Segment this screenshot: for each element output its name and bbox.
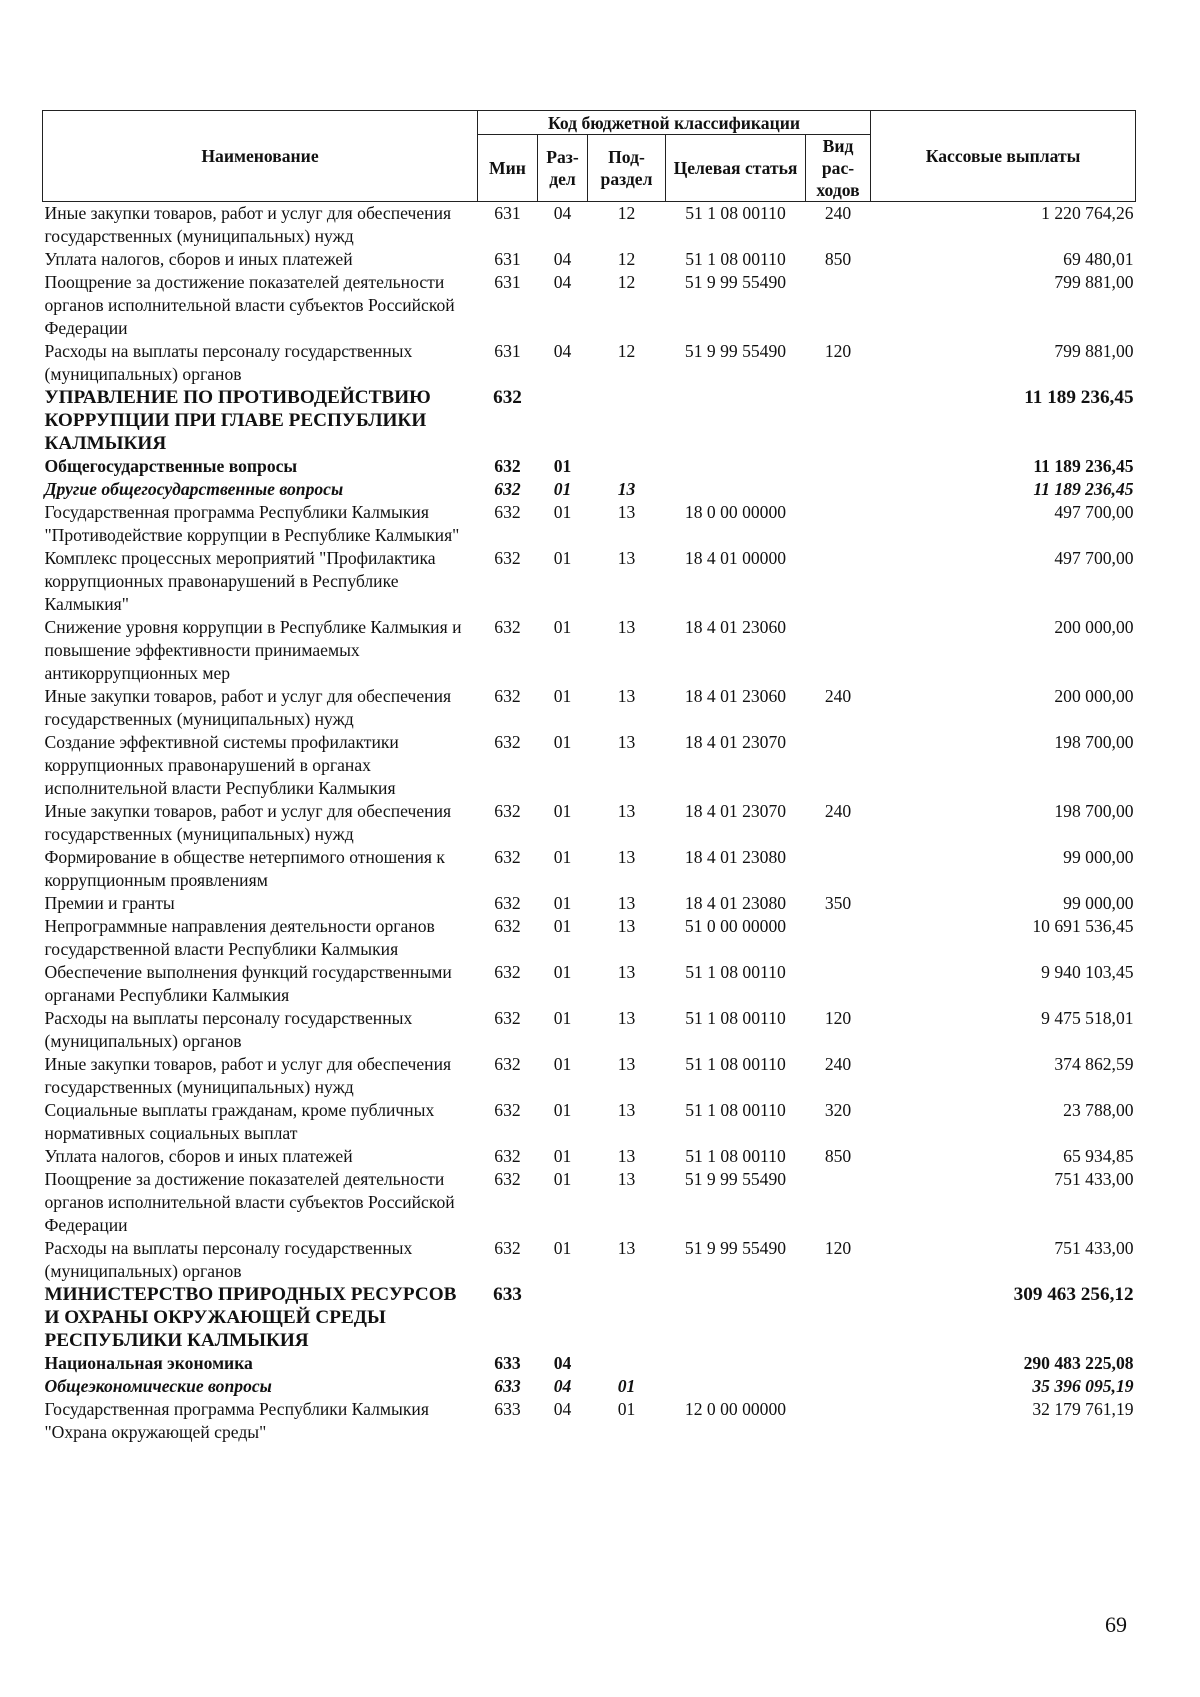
cell-min: 632 [494, 916, 521, 936]
cell-razdel: 01 [553, 1169, 572, 1189]
table-row [43, 478, 1136, 501]
cell-name: Иные закупки товаров, работ и услуг для обеспечения государственных (муниципальных) нужд [44, 686, 452, 729]
cell-name: Иные закупки товаров, работ и услуг для обеспечения государственных (муниципальных) нужд [44, 203, 452, 246]
cell-amount: 198 700,00 [1054, 801, 1134, 821]
cell-podrazdel: 13 [617, 962, 636, 982]
table-row [43, 202, 1136, 249]
header-vid: Вид рас-ходов [806, 135, 871, 202]
cell-min: 632 [494, 479, 521, 499]
cell-min: 633 [494, 1353, 521, 1373]
header-code-group: Код бюджетной классификации [478, 111, 871, 135]
cell-tselevaya [666, 1375, 806, 1398]
cell-amount: 35 396 095,19 [1032, 1376, 1134, 1396]
table-row [43, 455, 1136, 478]
cell-min: 632 [494, 1100, 521, 1120]
cell-razdel: 01 [553, 1008, 572, 1028]
cell-min: 632 [494, 962, 521, 982]
cell-name: Общеэкономические вопросы [44, 1376, 272, 1396]
cell-name: Социальные выплаты гражданам, кроме публичных нормативных социальных выплат [44, 1100, 435, 1143]
table-row [43, 1168, 1136, 1237]
cell-min: 632 [494, 686, 521, 706]
cell-min: 631 [494, 272, 521, 292]
cell-name: Другие общегосударственные вопросы [44, 479, 344, 499]
table-row [43, 616, 1136, 685]
cell-amount: 200 000,00 [1054, 686, 1134, 706]
cell-min: 632 [493, 387, 522, 408]
table-row [43, 685, 1136, 731]
cell-amount: 32 179 761,19 [1032, 1399, 1134, 1419]
cell-min: 632 [494, 456, 521, 476]
cell-podrazdel: 12 [617, 341, 636, 361]
cell-amount: 11 189 236,45 [1033, 456, 1134, 476]
cell-min: 633 [494, 1399, 521, 1419]
cell-name: Уплата налогов, сборов и иных платежей [44, 249, 353, 269]
cell-tselevaya: 51 1 08 00110 [685, 1008, 786, 1028]
cell-razdel: 04 [553, 272, 572, 292]
table-row [43, 386, 1136, 455]
cell-name: Расходы на выплаты персоналу государственных (муниципальных) органов [44, 341, 413, 384]
cell-razdel: 01 [553, 847, 572, 867]
cell-min: 631 [494, 249, 521, 269]
cell-podrazdel: 13 [617, 502, 636, 522]
cell-vid [806, 846, 871, 892]
cell-podrazdel: 12 [617, 249, 636, 269]
cell-vid: 240 [824, 686, 852, 706]
cell-podrazdel: 13 [617, 801, 636, 821]
cell-vid: 240 [824, 1054, 852, 1074]
cell-tselevaya: 18 4 01 23060 [684, 617, 787, 637]
cell-min: 632 [494, 617, 521, 637]
header-amount: Кассовые выплаты [871, 111, 1136, 202]
table-header [43, 111, 1136, 202]
cell-vid [806, 547, 871, 616]
cell-vid: 120 [824, 1238, 852, 1258]
cell-podrazdel: 13 [617, 1054, 636, 1074]
cell-vid [806, 1283, 871, 1352]
table-row [43, 1398, 1136, 1444]
cell-tselevaya: 18 4 01 23060 [684, 686, 787, 706]
cell-name: МИНИСТЕРСТВО ПРИРОДНЫХ РЕСУРСОВ И ОХРАНЫ ОКРУЖАЮЩЕЙ СРЕДЫ РЕСПУБЛИКИ КАЛМЫКИЯ [44, 1284, 457, 1351]
cell-name: Расходы на выплаты персоналу государственных (муниципальных) органов [44, 1008, 413, 1051]
table-row [43, 1007, 1136, 1053]
cell-razdel: 01 [553, 801, 572, 821]
table-row [43, 731, 1136, 800]
cell-vid: 120 [824, 341, 852, 361]
cell-amount: 497 700,00 [1054, 548, 1134, 568]
header-tselevaya: Целевая статья [666, 135, 806, 202]
cell-name: Снижение уровня коррупции в Республике Калмыкия и повышение эффективности принимаемых антикоррупционных мер [44, 617, 462, 683]
table-row [43, 1352, 1136, 1375]
table-row [43, 846, 1136, 892]
cell-vid [806, 501, 871, 547]
cell-razdel: 01 [553, 686, 572, 706]
cell-razdel: 01 [553, 479, 572, 499]
cell-vid [806, 915, 871, 961]
cell-amount: 751 433,00 [1054, 1169, 1134, 1189]
cell-min: 633 [494, 1376, 521, 1396]
cell-vid [806, 616, 871, 685]
table-row [43, 501, 1136, 547]
cell-amount: 290 483 225,08 [1023, 1353, 1134, 1373]
cell-amount: 11 189 236,45 [1024, 387, 1134, 408]
cell-min: 632 [494, 732, 521, 752]
cell-vid [806, 386, 871, 455]
cell-vid [806, 1168, 871, 1237]
cell-min: 632 [494, 548, 521, 568]
cell-amount: 9 940 103,45 [1041, 962, 1134, 982]
cell-tselevaya [666, 478, 806, 501]
table-row [43, 1237, 1136, 1283]
cell-name: Иные закупки товаров, работ и услуг для обеспечения государственных (муниципальных) нужд [44, 801, 452, 844]
cell-name: Создание эффективной системы профилактики коррупционных правонарушений в органах исполнительной власти Республики Калмыкия [44, 732, 399, 798]
cell-tselevaya [666, 386, 806, 455]
cell-name: Иные закупки товаров, работ и услуг для обеспечения государственных (муниципальных) нужд [44, 1054, 452, 1097]
cell-amount: 99 000,00 [1063, 893, 1134, 913]
cell-name: Государственная программа Республики Калмыкия "Противодействие коррупции в Республике Калмыкия" [44, 502, 460, 545]
cell-name: Поощрение за достижение показателей деятельности органов исполнительной власти субъектов Российской Федерации [44, 272, 455, 338]
cell-tselevaya: 51 1 08 00110 [685, 962, 786, 982]
cell-min: 632 [494, 1054, 521, 1074]
cell-amount: 497 700,00 [1054, 502, 1134, 522]
cell-vid: 850 [824, 1146, 852, 1166]
cell-tselevaya: 51 9 99 55490 [684, 341, 787, 361]
cell-podrazdel: 13 [617, 893, 636, 913]
cell-razdel [538, 1283, 588, 1352]
cell-vid [806, 731, 871, 800]
cell-vid [806, 1375, 871, 1398]
cell-razdel: 01 [553, 1100, 572, 1120]
header-min: Мин [478, 135, 538, 202]
cell-min: 631 [494, 341, 521, 361]
cell-tselevaya: 51 1 08 00110 [685, 1146, 786, 1166]
header-podrazdel: Под-раздел [588, 135, 666, 202]
cell-min: 633 [493, 1284, 522, 1305]
cell-podrazdel: 13 [617, 686, 636, 706]
cell-vid [806, 961, 871, 1007]
cell-razdel: 01 [553, 916, 572, 936]
cell-tselevaya [666, 1352, 806, 1375]
cell-podrazdel: 01 [617, 1399, 636, 1419]
cell-podrazdel: 13 [617, 1008, 636, 1028]
table-row [43, 547, 1136, 616]
cell-tselevaya [666, 1283, 806, 1352]
cell-amount: 799 881,00 [1054, 341, 1134, 361]
cell-podrazdel: 12 [617, 272, 636, 292]
cell-podrazdel: 13 [617, 617, 636, 637]
cell-podrazdel: 13 [617, 732, 636, 752]
cell-razdel: 04 [553, 1399, 572, 1419]
cell-amount: 751 433,00 [1054, 1238, 1134, 1258]
cell-podrazdel: 13 [617, 847, 636, 867]
cell-razdel: 04 [553, 1353, 572, 1373]
cell-min: 632 [494, 893, 521, 913]
cell-razdel: 01 [553, 1146, 572, 1166]
cell-min: 632 [494, 801, 521, 821]
cell-podrazdel [588, 386, 666, 455]
cell-amount: 200 000,00 [1054, 617, 1134, 637]
cell-razdel: 01 [553, 962, 572, 982]
cell-vid [806, 1398, 871, 1444]
cell-vid: 850 [824, 249, 852, 269]
table-row [43, 1053, 1136, 1099]
cell-min: 632 [494, 1238, 521, 1258]
table-row [43, 1145, 1136, 1168]
cell-name: Расходы на выплаты персоналу государственных (муниципальных) органов [44, 1238, 413, 1281]
cell-min: 632 [494, 1169, 521, 1189]
cell-amount: 9 475 518,01 [1041, 1008, 1134, 1028]
table-row [43, 892, 1136, 915]
cell-podrazdel: 13 [617, 548, 636, 568]
cell-amount: 1 220 764,26 [1041, 203, 1134, 223]
cell-amount: 99 000,00 [1063, 847, 1134, 867]
table-row [43, 1099, 1136, 1145]
cell-podrazdel: 01 [617, 1376, 636, 1396]
cell-vid [806, 271, 871, 340]
cell-tselevaya: 18 0 00 00000 [684, 502, 787, 522]
cell-tselevaya: 18 4 01 00000 [684, 548, 787, 568]
cell-name: Непрограммные направления деятельности органов государственной власти Республики Калмыкия [44, 916, 435, 959]
cell-tselevaya: 18 4 01 23080 [684, 847, 787, 867]
cell-name: Государственная программа Республики Калмыкия "Охрана окружающей среды" [44, 1399, 429, 1442]
table-row [43, 1283, 1136, 1352]
cell-tselevaya: 51 9 99 55490 [684, 1169, 787, 1189]
cell-tselevaya: 51 1 08 00110 [685, 1100, 786, 1120]
cell-podrazdel: 13 [617, 1238, 636, 1258]
cell-razdel: 01 [553, 893, 572, 913]
cell-amount: 374 862,59 [1054, 1054, 1134, 1074]
cell-tselevaya: 51 1 08 00110 [685, 203, 786, 223]
table-row [43, 800, 1136, 846]
cell-name: Премии и гранты [44, 893, 175, 913]
cell-name: Комплекс процессных мероприятий "Профилактика коррупционных правонарушений в Республике Калмыкия" [44, 548, 436, 614]
cell-podrazdel [588, 455, 666, 478]
table-row [43, 271, 1136, 340]
cell-podrazdel [588, 1352, 666, 1375]
cell-min: 632 [494, 502, 521, 522]
cell-vid [806, 455, 871, 478]
cell-vid: 350 [824, 893, 852, 913]
cell-razdel [538, 386, 588, 455]
cell-vid: 320 [824, 1100, 852, 1120]
cell-razdel: 04 [553, 249, 572, 269]
cell-podrazdel: 13 [617, 479, 636, 499]
cell-razdel: 04 [553, 1376, 572, 1396]
cell-tselevaya: 51 9 99 55490 [684, 272, 787, 292]
cell-razdel: 01 [553, 1054, 572, 1074]
cell-razdel: 01 [553, 732, 572, 752]
cell-podrazdel: 12 [617, 203, 636, 223]
table-row [43, 961, 1136, 1007]
cell-tselevaya: 51 0 00 00000 [684, 916, 787, 936]
cell-min: 631 [494, 203, 521, 223]
table-row [43, 915, 1136, 961]
cell-razdel: 01 [553, 617, 572, 637]
cell-tselevaya: 51 9 99 55490 [684, 1238, 787, 1258]
cell-tselevaya: 51 1 08 00110 [685, 1054, 786, 1074]
cell-min: 632 [494, 1146, 521, 1166]
cell-razdel: 01 [553, 456, 572, 476]
cell-tselevaya: 18 4 01 23070 [684, 801, 787, 821]
page-number: 69 [1105, 1612, 1127, 1637]
cell-name: УПРАВЛЕНИЕ ПО ПРОТИВОДЕЙСТВИЮ КОРРУПЦИИ ПРИ ГЛАВЕ РЕСПУБЛИКИ КАЛМЫКИЯ [44, 387, 431, 454]
table-row [43, 340, 1136, 386]
cell-razdel: 04 [553, 203, 572, 223]
cell-podrazdel: 13 [617, 1100, 636, 1120]
cell-tselevaya: 18 4 01 23080 [684, 893, 787, 913]
cell-razdel: 01 [553, 1238, 572, 1258]
cell-name: Общегосударственные вопросы [44, 456, 298, 476]
table-row [43, 248, 1136, 271]
table-row [43, 1375, 1136, 1398]
cell-tselevaya: 18 4 01 23070 [684, 732, 787, 752]
cell-name: Поощрение за достижение показателей деятельности органов исполнительной власти субъектов Российской Федерации [44, 1169, 455, 1235]
cell-amount: 65 934,85 [1063, 1146, 1134, 1166]
cell-amount: 23 788,00 [1063, 1100, 1134, 1120]
cell-podrazdel: 13 [617, 1169, 636, 1189]
budget-table [42, 110, 1136, 1444]
cell-vid [806, 478, 871, 501]
header-name: Наименование [43, 111, 478, 202]
cell-vid: 240 [824, 801, 852, 821]
cell-amount: 11 189 236,45 [1033, 479, 1134, 499]
cell-vid [806, 1352, 871, 1375]
cell-min: 632 [494, 847, 521, 867]
cell-vid: 120 [824, 1008, 852, 1028]
cell-amount: 309 463 256,12 [1013, 1284, 1134, 1305]
cell-vid: 240 [824, 203, 852, 223]
cell-razdel: 01 [553, 548, 572, 568]
cell-name: Формирование в обществе нетерпимого отношения к коррупционным проявлениям [44, 847, 445, 890]
cell-amount: 10 691 536,45 [1032, 916, 1134, 936]
cell-tselevaya [666, 455, 806, 478]
cell-tselevaya: 12 0 00 00000 [684, 1399, 787, 1419]
cell-razdel: 01 [553, 502, 572, 522]
header-razdel: Раз-дел [538, 135, 588, 202]
cell-podrazdel: 13 [617, 916, 636, 936]
cell-podrazdel [588, 1283, 666, 1352]
cell-name: Национальная экономика [44, 1353, 253, 1373]
table-body [43, 202, 1136, 1445]
cell-min: 632 [494, 1008, 521, 1028]
cell-name: Уплата налогов, сборов и иных платежей [44, 1146, 353, 1166]
cell-name: Обеспечение выполнения функций государственными органами Республики Калмыкия [44, 962, 452, 1005]
cell-amount: 799 881,00 [1054, 272, 1134, 292]
cell-tselevaya: 51 1 08 00110 [685, 249, 786, 269]
cell-razdel: 04 [553, 341, 572, 361]
cell-podrazdel: 13 [617, 1146, 636, 1166]
cell-amount: 198 700,00 [1054, 732, 1134, 752]
cell-amount: 69 480,01 [1063, 249, 1134, 269]
